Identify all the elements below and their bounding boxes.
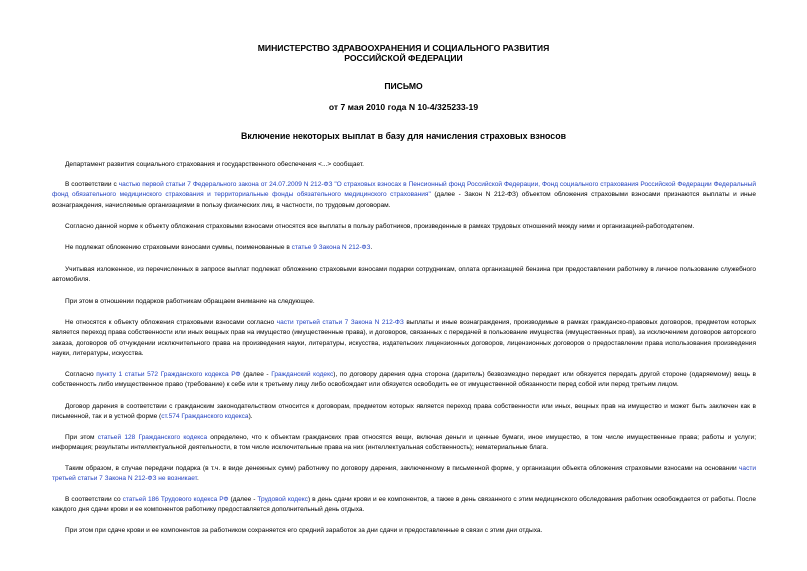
paragraph-13 — [52, 526, 756, 536]
document-type: ПИСЬМО — [384, 81, 423, 91]
paragraph-4 — [52, 243, 756, 253]
paragraph-text: Договор дарения в соответствии с гражданским законодательством относится к договорам, предметом которых является переход права собственности или иных, вещных прав на имущество и может быть заключен как в письменной, так и в устной форме ( — [52, 403, 756, 421]
paragraph-text: При этом в отношении подарков работникам обращаем внимание на следующее. — [65, 298, 315, 305]
paragraph-text: выплаты и иные вознаграждения, производимые в рамках гражданско-правовых договоров, предметом которых является переход права собственности или иных вещных прав на имущество (имущественные права), и договоров, связанных с передачей в пользование имущества (имущественных прав), за исключением договоров авторского заказа, договоров об отчуждении исключительного права на произведения науки, литературы, искусства, издательских лицензионных договоров, лицензионных договоров о предоставлении права использования произведения науки, литературы, искусства. — [52, 319, 756, 357]
paragraph-10 — [52, 433, 756, 454]
paragraph-text: . — [370, 244, 373, 251]
law-212-article-7-part-1-link[interactable]: частью первой статьи 7 Федерального закона от 24.07.2009 N 212-ФЗ "О страховых взносах в Пенсионный фонд Российской Федерации, Фонд социального страхования Российской Федерации Федеральный фонд обязательного медицинского страхования и территориальные фонды обязательного медицинского страхования" — [52, 181, 756, 199]
civil-code-article-572-link[interactable]: пункту 1 статьи 572 Гражданского кодекса РФ — [96, 371, 241, 378]
paragraph-text: При этом — [65, 434, 98, 441]
paragraph-3 — [52, 222, 756, 232]
law-212-article-7-part-3-link[interactable]: части третьей статьи 7 Закона N 212-ФЗ не возникает — [52, 465, 756, 483]
civil-code-article-574-link[interactable]: ст.574 Гражданского кодекса — [161, 413, 249, 421]
law-212-article-9-link[interactable]: статье 9 Закона N 212-ФЗ — [291, 244, 371, 251]
paragraph-2 — [52, 180, 756, 211]
paragraph-text: Департамент развития социального страхования и государственного обеспечения <...> сообщает. — [65, 161, 364, 168]
paragraph-text: (далее - — [228, 496, 258, 503]
paragraph-text: В соответствии с — [65, 181, 119, 188]
paragraph-12 — [52, 495, 756, 516]
paragraph-1 — [52, 160, 756, 170]
paragraph-text: ), по договору дарения одна сторона (даритель) безвозмездно передает или обязуется передать другой стороне (одаряемому) вещь в собственность либо имущественное право (требование) к себе или к третьему лицу либо освобождает или обязуется освободить ее от имущественной обязанности перед собой или перед третьим лицом. — [52, 371, 756, 389]
ministry-title-line2: РОССИЙСКОЙ ФЕДЕРАЦИИ — [344, 53, 463, 63]
paragraph-text: (далее - Закон N 212-ФЗ) объектом обложения страховыми взносами признаются выплаты и иные вознаграждения, начисляемые организациями в пользу физических лиц, в частности, по трудовым договорам. — [52, 191, 756, 209]
paragraph-text: ). — [248, 413, 253, 421]
paragraph-text: Не относятся к объекту обложения страховыми взносами согласно — [65, 319, 277, 326]
paragraph-text: Согласно данной норме к объекту обложения страховыми взносами относятся все выплаты в пользу работников, произведенные в рамках трудовых отношений между ними и организацией-работодателем. — [65, 223, 695, 230]
paragraph-5 — [52, 265, 756, 286]
paragraph-text: (далее - — [240, 371, 272, 378]
paragraph-text: ) в день сдачи крови и ее компонентов, а также в день связанного с этим медицинского обследования работник освобождается от работы. После каждого дня сдачи крови и ее компонентов работнику предоставляется дополнительный день отдыха. — [52, 496, 756, 514]
paragraph-8 — [52, 370, 756, 391]
paragraph-7 — [52, 318, 756, 359]
civil-code-article-128-link[interactable]: статьей 128 Гражданского кодекса — [97, 434, 208, 441]
paragraph-text: При этом при сдаче крови и ее компонентов за работником сохраняется его средний заработок за дни сдачи и предоставленные в связи с этим дни отдыха. — [65, 527, 543, 534]
paragraph-6 — [52, 297, 756, 307]
law-212-article-7-part-3-link[interactable]: части третьей статьи 7 Закона N 212-ФЗ — [276, 319, 404, 326]
paragraph-9 — [52, 402, 756, 423]
ministry-title-line1: МИНИСТЕРСТВО ЗДРАВООХРАНЕНИЯ И СОЦИАЛЬНОГО РАЗВИТИЯ — [257, 43, 550, 53]
civil-code-link[interactable]: Гражданский кодекс — [271, 371, 334, 378]
paragraph-text: Учитывая изложенное, из перечисленных в запросе выплат подлежат обложению страховыми взносами подарки сотрудникам, оплата организацией бензина при предоставлении работнику в личное пользование служебного автомобиля. — [52, 266, 756, 284]
document-date-number: от 7 мая 2010 года N 10-4/325233-19 — [328, 102, 479, 112]
paragraph-11 — [52, 464, 756, 485]
paragraph-text: Согласно — [65, 371, 97, 378]
paragraph-text: Не подлежат обложению страховыми взносами суммы, поименованные в — [65, 244, 292, 251]
paragraph-text: . — [196, 475, 199, 483]
paragraph-text: Таким образом, в случае передачи подарка (в т.ч. в виде денежных сумм) работнику по договору дарения, заключенному в письменной форме, у организации объекта обложения страховыми взносами на основании — [65, 465, 740, 472]
paragraph-text: определено, что к объектам гражданских прав относятся вещи, включая деньги и ценные бумаги, иное имущество, в том числе имущественные права; работы и услуги; информация; результаты интеллектуальной деятельности, в том числе исключительные права на них (интеллектуальная собственность); нематериальные блага. — [52, 434, 757, 452]
paragraph-text: В соответствии со — [65, 496, 123, 503]
labor-code-article-186-link[interactable]: статьей 186 Трудового кодекса РФ — [122, 496, 229, 503]
document-subject: Включение некоторых выплат в базу для начисления страховых взносов — [241, 131, 566, 141]
labor-code-link[interactable]: Трудовой кодекс — [257, 496, 308, 503]
